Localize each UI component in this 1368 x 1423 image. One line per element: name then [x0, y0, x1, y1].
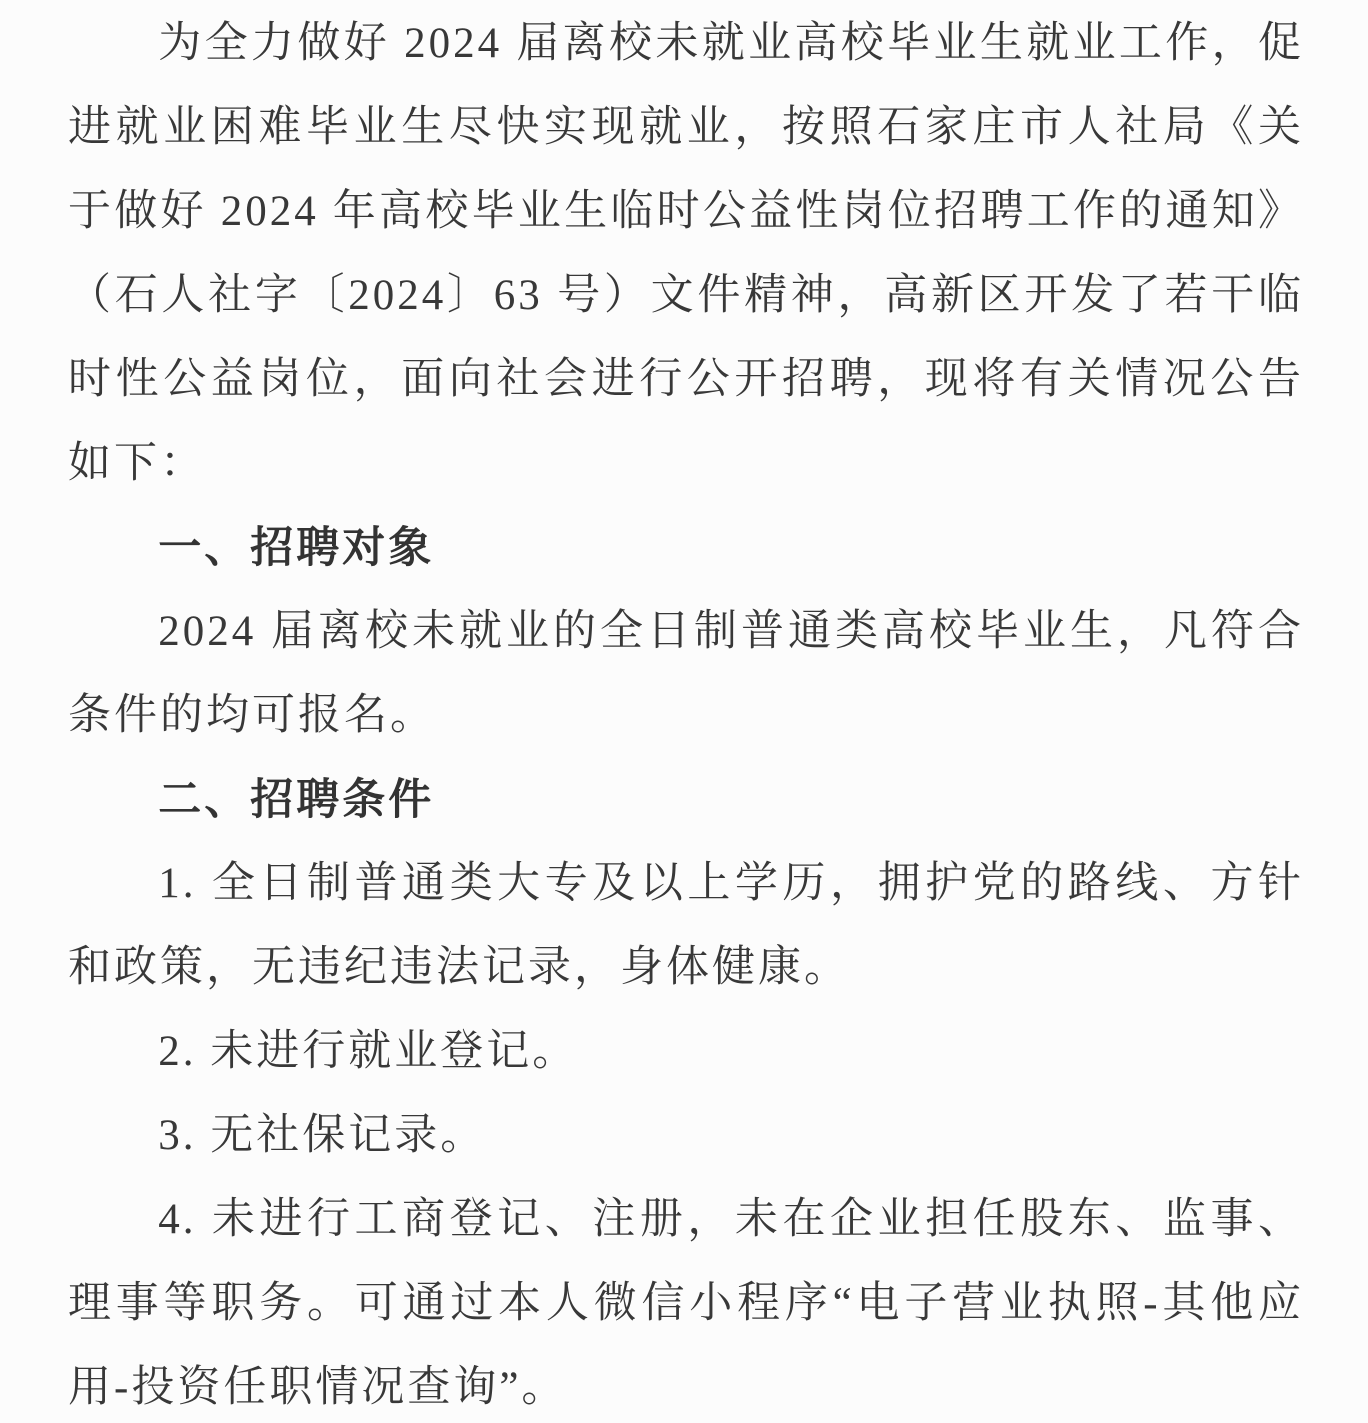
- condition-item-3: 3. 无社保记录。: [158, 1112, 487, 1159]
- condition-item-1: 1. 全日制普通类大专及以上学历，拥护党的路线、方针和政策，无违纪违法记录，身体健康。: [68, 860, 1304, 991]
- section-1-heading: 一、招聘对象: [158, 524, 435, 572]
- condition-item-2: 2. 未进行就业登记。: [158, 1028, 579, 1075]
- section-1-paragraph: 2024 届离校未就业的全日制普通类高校毕业生，凡符合条件的均可报名。: [68, 608, 1304, 739]
- intro-paragraph: 为全力做好 2024 届离校未就业高校毕业生就业工作，促进就业困难毕业生尽快实现就业，按照石家庄市人社局《关于做好 2024 年高校毕业生临时公益性岗位招聘工作的通知》（石人社字〔2024〕63 号）文件精神，高新区开发了若干临时性公益岗位，面向社会进行公开招聘，现将有关情况公告如下：: [68, 20, 1304, 487]
- condition-item-4: 4. 未进行工商登记、注册，未在企业担任股东、监事、理事等职务。可通过本人微信小程序“电子营业执照-其他应用-投资任职情况查询”。: [68, 1196, 1304, 1411]
- section-2-heading: 二、招聘条件: [158, 776, 435, 824]
